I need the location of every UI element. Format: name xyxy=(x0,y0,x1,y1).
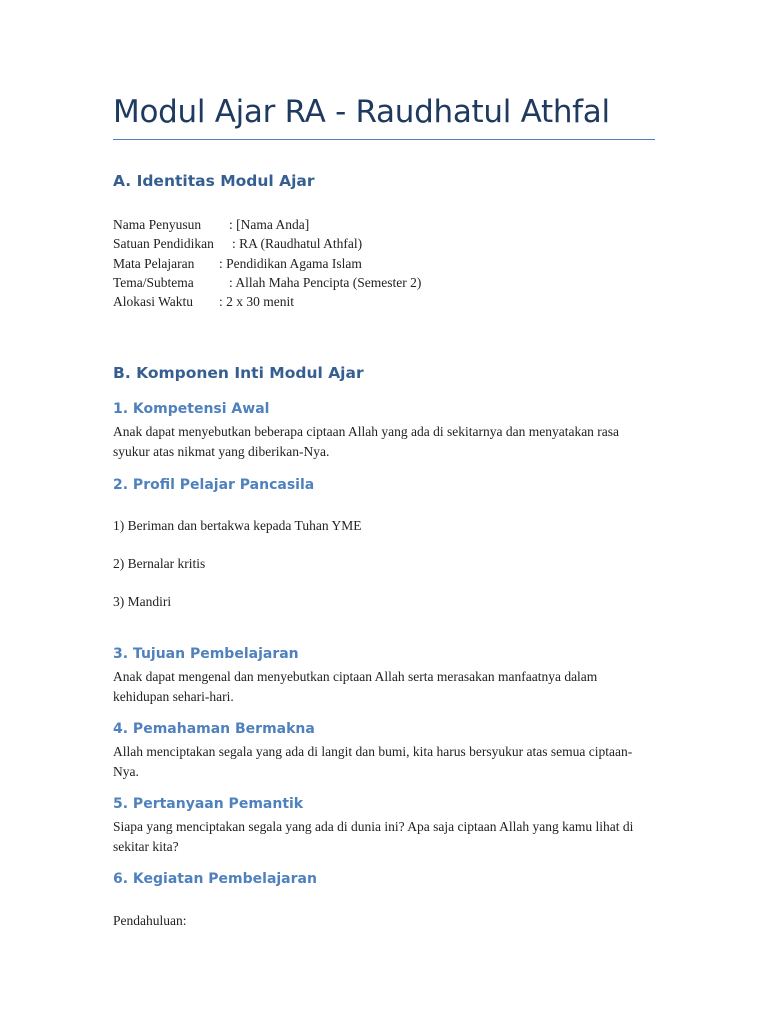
kompetensi-awal-heading: 1. Kompetensi Awal xyxy=(113,401,270,417)
identity-value: : 2 x 30 menit xyxy=(219,294,294,310)
kegiatan-heading: 6. Kegiatan Pembelajaran xyxy=(113,871,317,887)
section-a-heading: A. Identitas Modul Ajar xyxy=(113,172,315,190)
document-title: Modul Ajar RA - Raudhatul Athfal xyxy=(113,94,610,130)
identity-value: : Allah Maha Pencipta (Semester 2) xyxy=(229,274,422,290)
identity-value: : [Nama Anda] xyxy=(229,217,310,232)
pemahaman-heading: 4. Pemahaman Bermakna xyxy=(113,721,315,737)
tujuan-heading: 3. Tujuan Pembelajaran xyxy=(113,646,299,662)
profil-item: 1) Beriman dan bertakwa kepada Tuhan YME xyxy=(113,518,362,533)
profil-item: 2) Bernalar kritis xyxy=(113,556,206,571)
identity-value: : RA (Raudhatul Athfal) xyxy=(232,236,363,252)
identity-value: : Pendidikan Agama Islam xyxy=(219,255,362,271)
section-b-heading: B. Komponen Inti Modul Ajar xyxy=(113,364,364,382)
profil-item: 3) Mandiri xyxy=(113,594,172,609)
pendahuluan-label: Pendahuluan: xyxy=(113,913,187,928)
identity-label: Alokasi Waktu xyxy=(113,294,194,310)
profil-pelajar-heading: 2. Profil Pelajar Pancasila xyxy=(113,477,315,493)
identity-label: Tema/Subtema xyxy=(113,274,194,290)
identity-label: Mata Pelajaran xyxy=(113,255,195,271)
kompetensi-awal-text: Anak dapat menyebutkan beberapa ciptaan Allah yang ada di sekitarnya dan menyatakan rasa syukur atas nikmat yang diberikan-Nya. xyxy=(113,424,620,459)
pertanyaan-text: Siapa yang menciptakan segala yang ada di dunia ini? Apa saja ciptaan Allah yang kamu lihat di sekitar kita? xyxy=(113,819,634,854)
pertanyaan-heading: 5. Pertanyaan Pemantik xyxy=(113,796,304,812)
pemahaman-text: Allah menciptakan segala yang ada di langit dan bumi, kita harus bersyukur atas semua ciptaan-Nya. xyxy=(113,744,633,779)
identity-label: Satuan Pendidikan xyxy=(113,236,214,252)
title-underline xyxy=(113,139,655,140)
identity-label: Nama Penyusun xyxy=(113,217,202,232)
tujuan-text: Anak dapat mengenal dan menyebutkan ciptaan Allah serta merasakan manfaatnya dalam kehidupan sehari-hari. xyxy=(113,669,598,704)
